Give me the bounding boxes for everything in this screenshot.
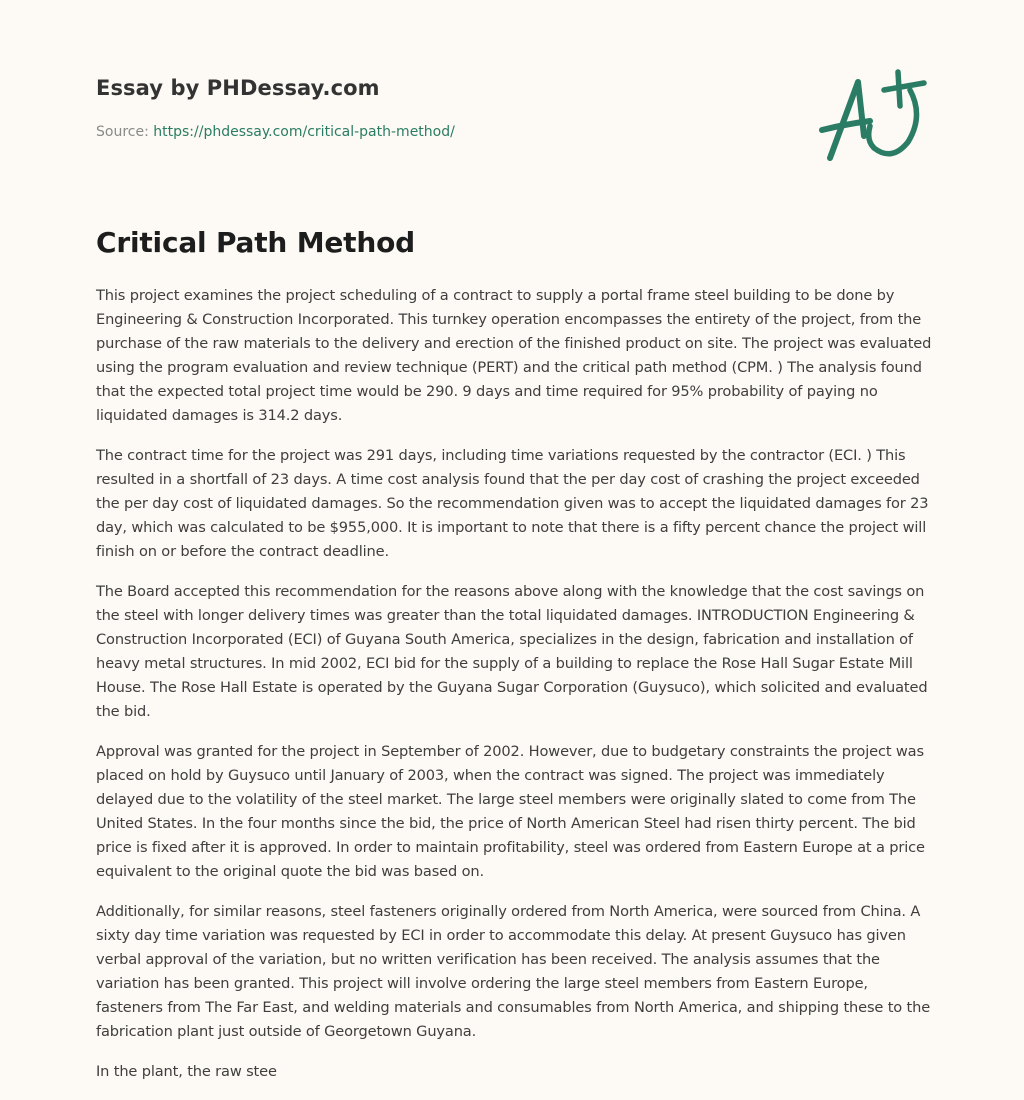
essay-title: Critical Path Method — [96, 226, 415, 259]
source-label: Source: — [96, 124, 154, 140]
essay-paragraph: Additionally, for similar reasons, steel fasteners originally ordered from North America, were sourced from China. A sixty day time variation was requested by ECI in order to accommodate this delay. At present Guysuco has given verbal approval of the variation, but no written verification has been received. The analysis assumes that the variation has been granted. This project will involve ordering the large steel members from Eastern Europe, fasteners from The Far East, and welding materials and consumables from North America, and shipping these to the fabrication plant just outside of Georgetown Guyana. — [96, 903, 931, 1040]
brand-title: Essay by PHDessay.com — [96, 76, 380, 100]
essay-paragraph: Approval was granted for the project in September of 2002. However, due to budgetary constraints the project was placed on hold by Guysuco until January of 2003, when the contract was signed. The project was immediately delayed due to the volatility of the steel market. The large steel members were originally slated to come from The United States. In the four months since the bid, the price of North American Steel had risen thirty percent. The bid price is fixed after it is approved. In order to maintain profitability, steel was ordered from Eastern Europe at a price equivalent to the original quote the bid was based on. — [96, 743, 925, 880]
source-link[interactable]: https://phdessay.com/critical-path-method/ — [153, 124, 455, 140]
essay-paragraph-truncated: In the plant, the raw stee — [96, 1063, 277, 1080]
essay-body — [96, 284, 932, 1100]
a-plus-grade-icon — [818, 66, 928, 166]
source-line — [96, 124, 455, 140]
essay-paragraph: The contract time for the project was 291 days, including time variations requested by the contractor (ECI. ) This resulted in a shortfall of 23 days. A time cost analysis found that the per day cost of crashing the project exceeded the per day cost of liquidated damages. So the recommendation given was to accept the liquidated damages for 23 day, which was calculated to be $955,000. It is important to note that there is a fifty percent chance the project will finish on or before the contract deadline. — [96, 447, 929, 560]
essay-paragraph: This project examines the project scheduling of a contract to supply a portal frame steel building to be done by Engineering & Construction Incorporated. This turnkey operation encompasses the entirety of the project, from the purchase of the raw materials to the delivery and erection of the finished product on site. The project was evaluated using the program evaluation and review technique (PERT) and the critical path method (CPM. ) The analysis found that the expected total project time would be 290. 9 days and time required for 95% probability of paying no liquidated damages is 314.2 days. — [96, 287, 932, 424]
essay-paragraph: The Board accepted this recommendation for the reasons above along with the knowledge that the cost savings on the steel with longer delivery times was greater than the total liquidated damages. INTRODUCTION Engineering & Construction Incorporated (ECI) of Guyana South America, specializes in the design, fabrication and installation of heavy metal structures. In mid 2002, ECI bid for the supply of a building to replace the Rose Hall Sugar Estate Mill House. The Rose Hall Estate is operated by the Guyana Sugar Corporation (Guysuco), which solicited and evaluated the bid. — [96, 583, 928, 720]
